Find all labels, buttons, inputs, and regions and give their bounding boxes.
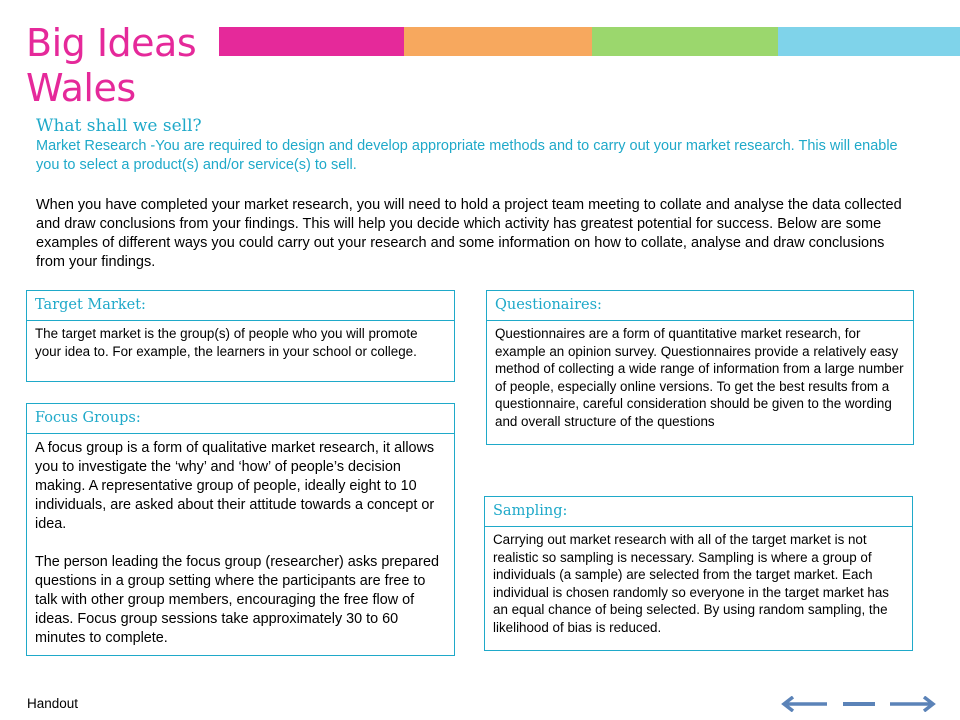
logo-big-ideas: Big Ideas (26, 21, 197, 65)
sampling-title: Sampling: (485, 497, 912, 527)
questionnaires-title: Questionaires: (487, 291, 913, 321)
dash-icon (841, 696, 877, 712)
focus-groups-box (26, 403, 455, 656)
target-market-title: Target Market: (27, 291, 454, 321)
target-market-box (26, 290, 455, 382)
questionnaires-text: Questionnaires are a form of quantitative market research, for example an opinion survey. Questionnaires provide a relatively easy method of collecting a wide range of information from a large number of people, especially online versions. To get the best results from a questionnaire, careful consideration should be given to the wording and overall structure of the questions (495, 326, 904, 429)
focus-groups-para-1: A focus group is a form of qualitative market research, it allows you to investigate the ‘why’ and ‘how’ of people’s decision making. A representative group of people, ideally eight to 10 individuals, are asked about their attitude towards a concept or idea. (35, 440, 435, 532)
next-button[interactable] (886, 694, 938, 714)
stripe-cyan (778, 27, 960, 56)
focus-groups-title: Focus Groups: (27, 404, 454, 434)
questionnaires-box (486, 290, 914, 445)
stripe-orange (404, 27, 592, 56)
arrow-right-icon (888, 696, 936, 712)
page-body: When you have completed your market research, you will need to hold a project team meeting to collate and analyse the data collected and draw conclusions from your findings. This will help you decide which activity has greatest potential for success. Below are some examples of different ways you could carry out your research and some information on how to collate, analyse and draw conclusions from your findings. (36, 197, 902, 270)
sampling-box (484, 496, 913, 651)
stripe-magenta (219, 27, 404, 56)
stripe-green (592, 27, 778, 56)
page-intro: Market Research -You are required to design and develop appropriate methods and to carry out your market research. This will enable you to select a product(s) and/or service(s) to sell. (36, 138, 898, 173)
target-market-text: The target market is the group(s) of people who you will promote your idea to. For example, the learners in your school or college. (35, 326, 418, 359)
arrow-left-icon (781, 696, 829, 712)
sampling-text: Carrying out market research with all of the target market is not realistic so sampling is necessary. Sampling is where a group of individuals (a sample) are selected from the target market. Each individual is chosen randomly so everyone in the target market has an equal chance of being selected. By using random sampling, the likelihood of bias is reduced. (493, 532, 889, 635)
logo-wales: Wales (26, 66, 136, 110)
home-button[interactable] (839, 694, 879, 714)
back-button[interactable] (780, 694, 830, 714)
focus-groups-para-2: The person leading the focus group (researcher) asks prepared questions in a group setting where the participants are free to talk with other group members, encouraging the free flow of ideas. Focus group sessions take approximately 30 to 60 minutes to complete. (35, 554, 439, 646)
footer-label: Handout (27, 696, 79, 711)
page-heading: What shall we sell? (36, 116, 202, 136)
